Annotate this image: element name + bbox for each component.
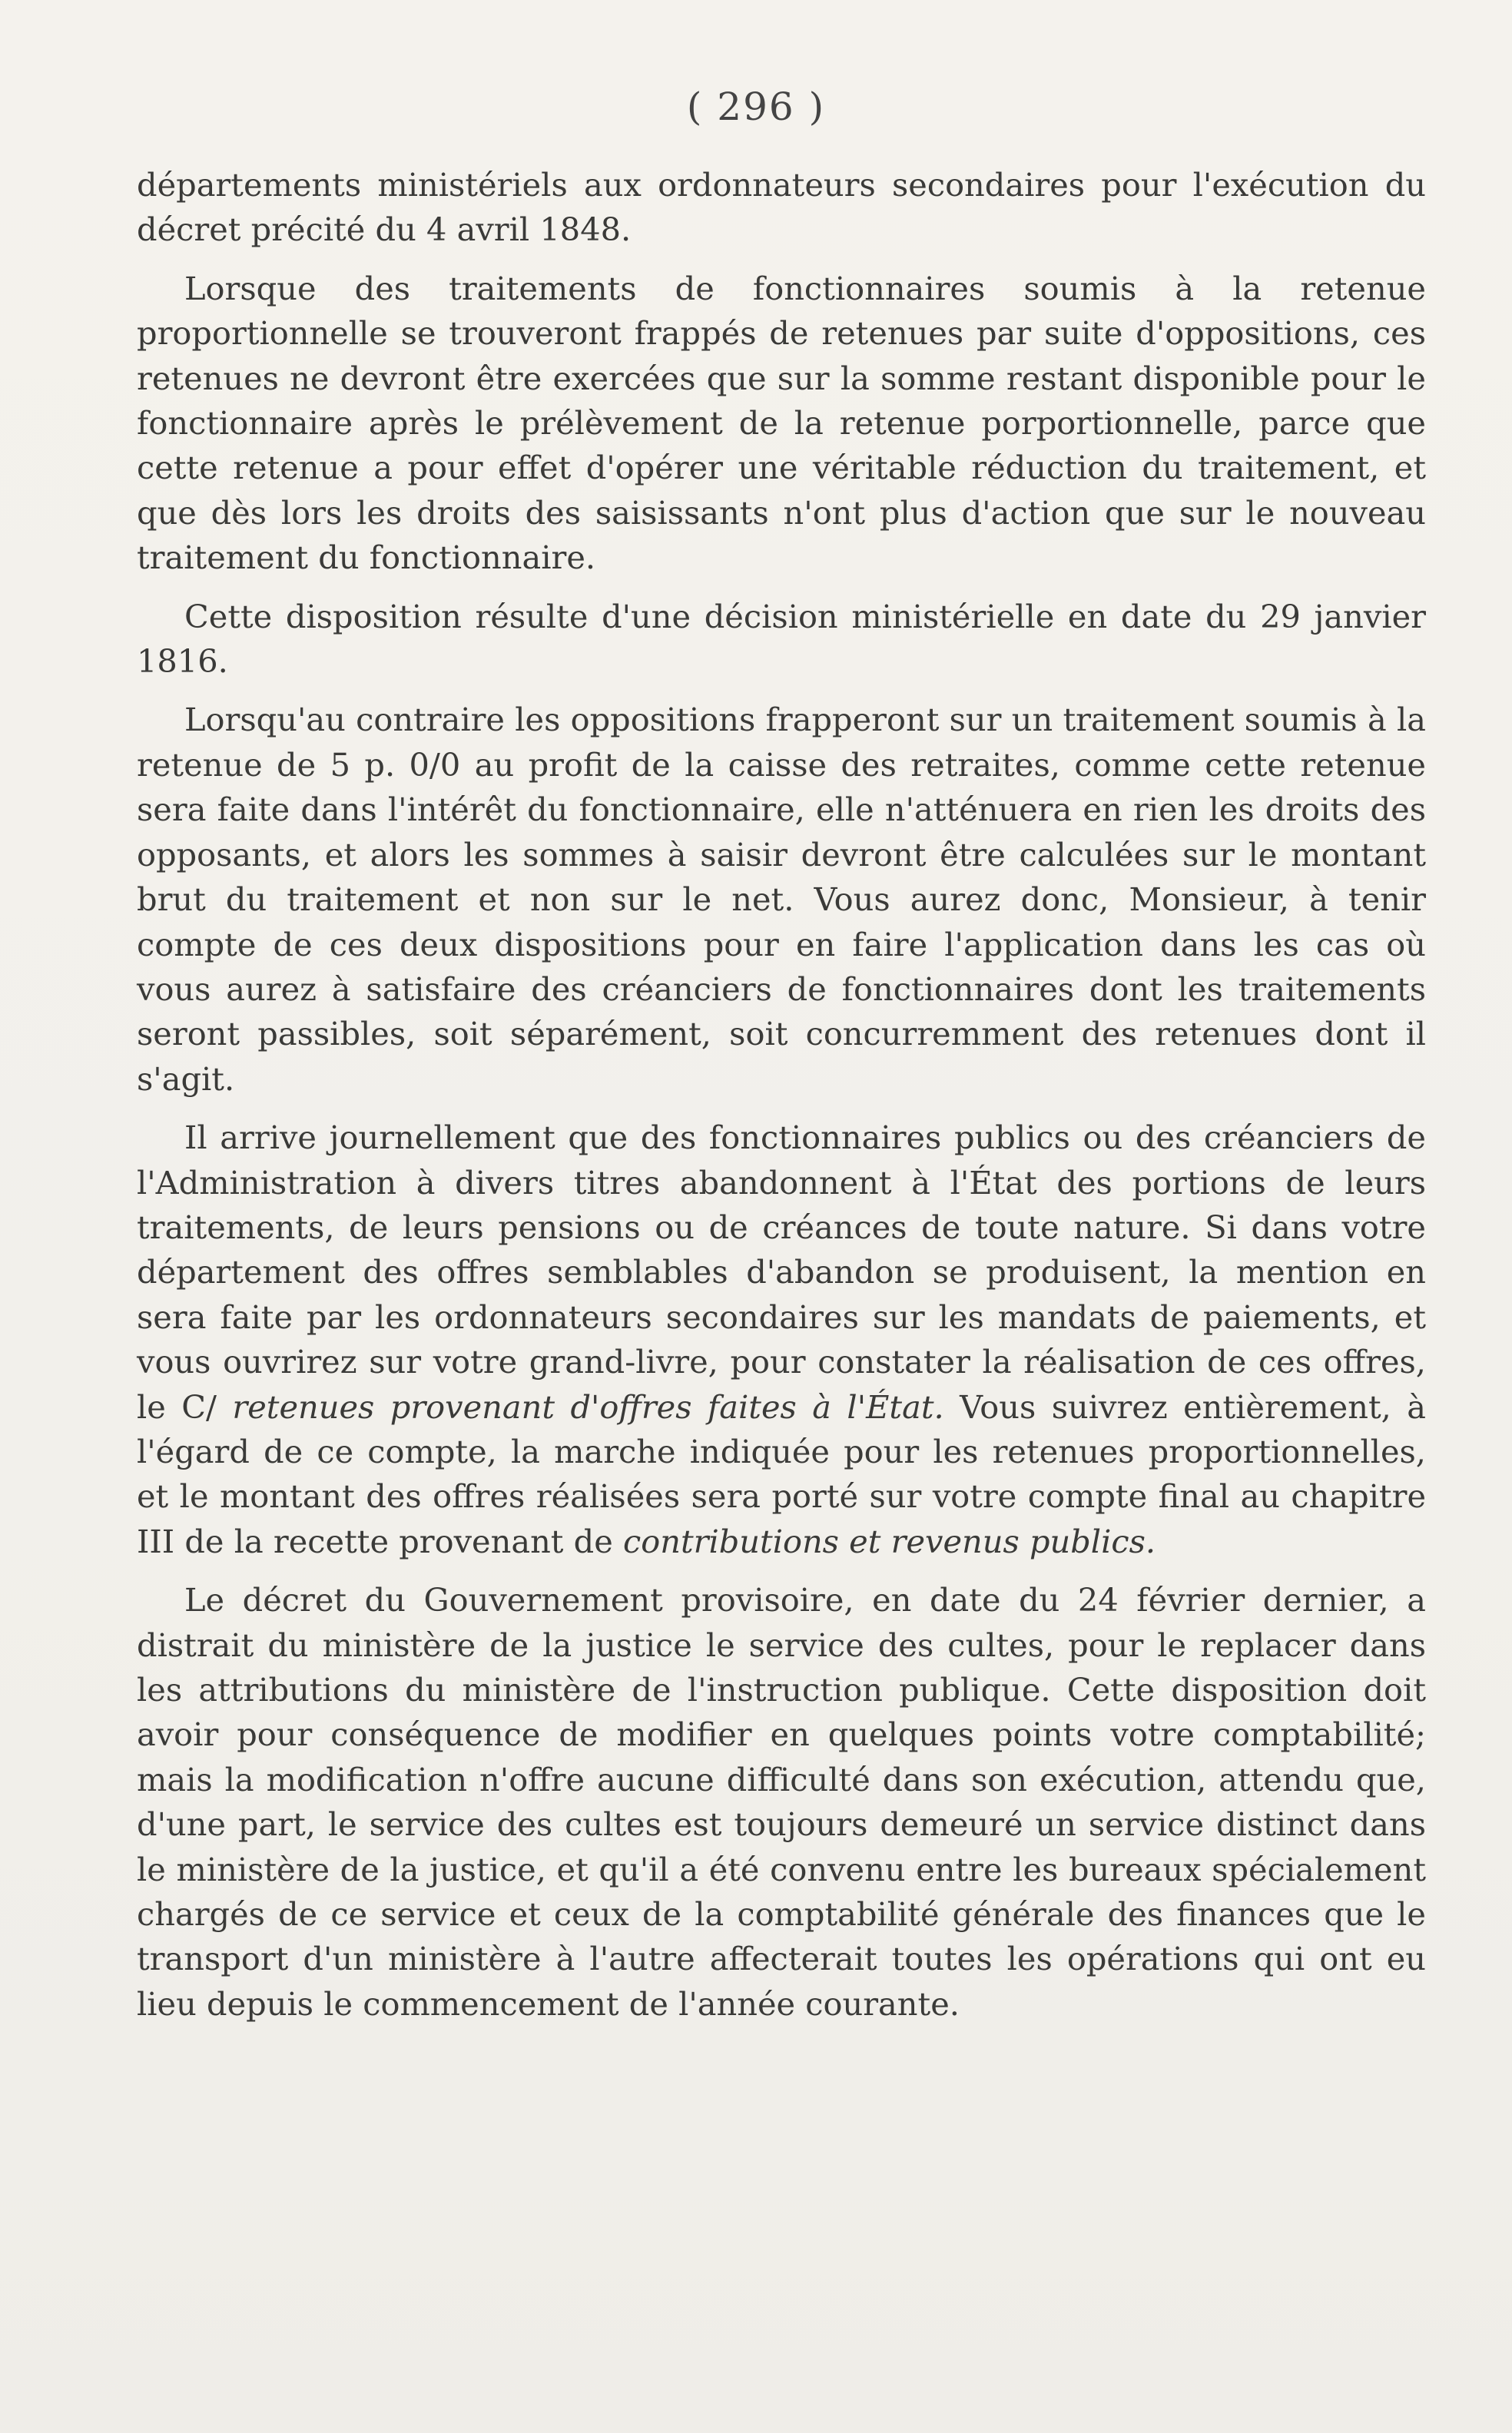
text-segment: Vous suivrez entièrement, à l'égard de ce compte, la marche indiquée pour les retenues proportionnelles, et le montant des offres réalisées sera porté sur votre compte final au chapitre III de la recette provenant de (137, 1387, 1426, 1560)
paragraph (137, 1578, 1426, 2027)
text-segment: Lorsqu'au contraire les oppositions frapperont sur un traitement soumis à la retenue de 5 p. 0/0 au profit de la caisse des retraites, comme cette retenue sera faite dans l'intérêt du fonctionnaire, elle n'atténuera en rien les droits des opposants, et alors les sommes à saisir devront être calculées sur le montant brut du traitement et non sur le net. Vous aurez donc, Monsieur, à tenir compte de ces deux dispositions pour en faire l'application dans les cas où vous aurez à satisfaire des créanciers de fonctionnaires dont les traitements seront passibles, soit séparément, soit concurremment des retenues dont il s'agit. (137, 701, 1426, 1098)
text-segment: Il arrive journellement que des fonctionnaires publics ou des créanciers de l'Administration à divers titres abandonnent à l'État des portions de leurs traitements, de leurs pensions ou de créances de toute nature. Si dans votre département des offres semblables d'abandon se produisent, la mention en sera faite par les ordonnateurs secondaires sur les mandats de paiements, et vous ouvrirez sur votre grand-livre, pour constater la réalisation de ces offres, le C/ (137, 1119, 1426, 1426)
page-number: ( 296 ) (686, 85, 826, 129)
italic-text-segment: retenues provenant d'offres faites à l'État. (232, 1387, 944, 1426)
paragraph (137, 1115, 1426, 1564)
italic-text-segment: contributions et revenus publics. (622, 1522, 1156, 1560)
text-segment: Cette disposition résulte d'une décision ministérielle en date du 29 janvier 1816. (137, 597, 1426, 681)
text-segment: Lorsque des traitements de fonctionnaires soumis à la retenue proportionnelle se trouveront frappés de retenues par suite d'oppositions, ces retenues ne devront être exercées que sur la somme restant disponible pour le fonctionnaire après le prélèvement de la retenue porportionnelle, parce que cette retenue a pour effet d'opérer une véritable réduction du traitement, et que dès lors les droits des saisissants n'ont plus d'action que sur le nouveau traitement du fonctionnaire. (137, 269, 1426, 577)
text-segment: départements ministériels aux ordonnateurs secondaires pour l'exécution du décret précité du 4 avril 1848. (137, 166, 1426, 249)
paragraph (137, 595, 1426, 684)
body-text (137, 163, 1426, 2040)
paragraph (137, 163, 1426, 253)
paragraph (137, 267, 1426, 581)
text-segment: Le décret du Gouvernement provisoire, en date du 24 février dernier, a distrait du ministère de la justice le service des cultes, pour le replacer dans les attributions du ministère de l'instruction publique. Cette disposition doit avoir pour conséquence de modifier en quelques points votre comptabilité; mais la modification n'offre aucune difficulté dans son exécution, attendu que, d'une part, le service des cultes est toujours demeuré un service distinct dans le ministère de la justice, et qu'il a été convenu entre les bureaux spécialement chargés de ce service et ceux de la comptabilité générale des finances que le transport d'un ministère à l'autre affecterait toutes les opérations qui ont eu lieu depuis le commencement de l'année courante. (137, 1581, 1426, 2023)
paragraph (137, 698, 1426, 1102)
